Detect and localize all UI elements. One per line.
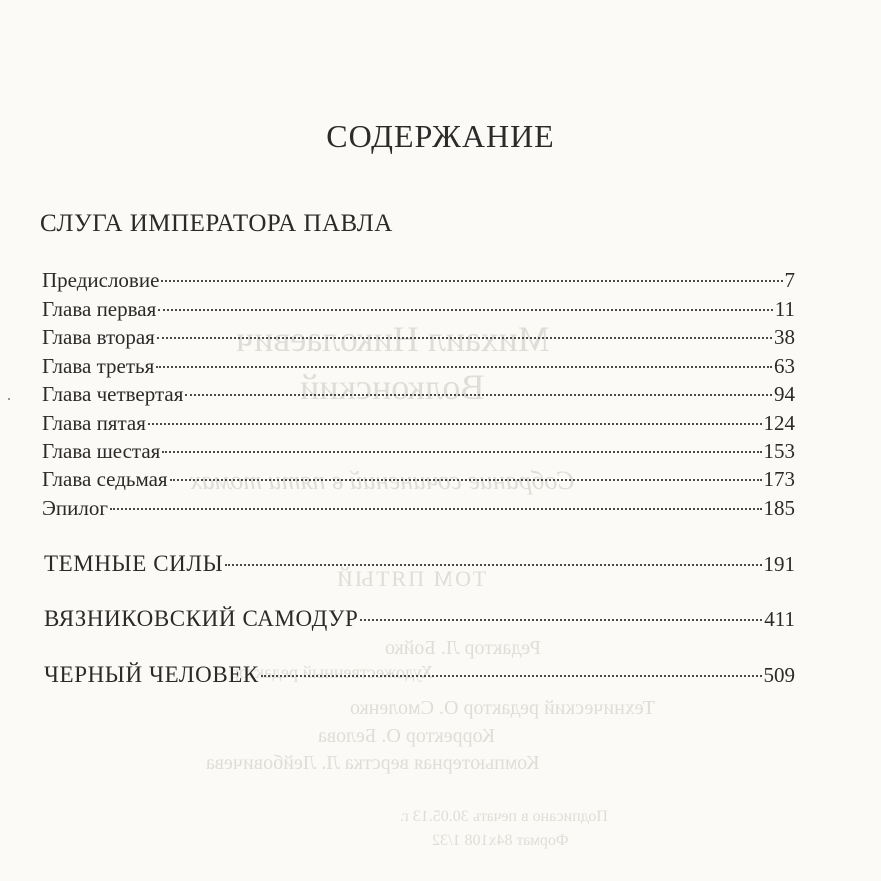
toc-work-entry[interactable]	[44, 662, 795, 692]
bleed-through-text: Корректор О. Белова	[318, 725, 495, 747]
dot-leader	[110, 508, 762, 510]
toc-entry-page: 124	[763, 411, 795, 435]
toc-entry[interactable]	[42, 268, 795, 294]
dot-leader	[156, 366, 772, 368]
bleed-through-text: Формат 84x108 1/32	[432, 832, 569, 849]
toc-entry[interactable]	[42, 467, 795, 493]
dot-leader	[225, 564, 761, 566]
toc-entry-label: Глава вторая	[42, 325, 155, 349]
toc-entry-label: Глава четвертая	[42, 382, 184, 406]
toc-work-entry[interactable]	[44, 606, 795, 636]
toc-entry-label: ЧЕРНЫЙ ЧЕЛОВЕК	[44, 662, 259, 687]
toc-entry-label: Глава третья	[42, 354, 155, 378]
bleed-through-text: Подписано в печать 30.05.13 г.	[400, 808, 608, 825]
toc-entry-page: 173	[763, 467, 795, 491]
bleed-through-text: Художественный редактор	[230, 662, 434, 682]
bleed-through-text: Технический редактор О. Смоленко	[350, 697, 655, 719]
toc-entry-page: 38	[774, 325, 795, 349]
toc-entry-page: 411	[764, 607, 795, 631]
toc-entry-label: Глава шестая	[42, 439, 161, 463]
toc-entry-page: 191	[763, 552, 795, 576]
toc-entry-label: Глава первая	[42, 297, 157, 321]
dot-leader	[158, 309, 773, 311]
bleed-through-text: Собрание сочинений в пяти томах	[190, 466, 575, 495]
page-title: СОДЕРЖАНИЕ	[326, 118, 555, 154]
toc-entry[interactable]	[42, 354, 795, 380]
toc-entry[interactable]	[42, 382, 795, 408]
toc-entry-page: 7	[784, 268, 795, 292]
bleed-through-text: Редактор Л. Бойко	[385, 637, 541, 659]
toc-entry-label: ТЕМНЫЕ СИЛЫ	[44, 551, 224, 576]
bleed-through-text: Волконский	[300, 367, 485, 407]
toc-entry[interactable]	[42, 297, 795, 323]
toc-entry[interactable]	[42, 439, 795, 465]
toc-entry[interactable]	[42, 496, 795, 522]
toc-entry-label: Эпилог	[42, 496, 108, 520]
dot-leader	[148, 423, 762, 425]
toc-entry-page: 11	[774, 297, 795, 321]
dot-leader	[162, 451, 761, 453]
toc-entry-page: 185	[763, 496, 795, 520]
toc-entry-label: Глава седьмая	[42, 467, 168, 491]
dot-leader	[185, 394, 772, 396]
toc-work-entry[interactable]	[44, 551, 795, 581]
toc-entry-page: 153	[763, 439, 795, 463]
toc-entry-label: Предисловие	[42, 268, 160, 292]
bleed-through-text: Михаил Николаевич	[236, 319, 550, 359]
bleed-through-text: Компьютерная верстка Л. Лейбовичева	[206, 752, 540, 774]
toc-entry-page: 509	[763, 663, 795, 687]
dot-leader	[157, 337, 772, 339]
toc-entry-page: 94	[774, 382, 795, 406]
bleed-through-text: ТОМ ПЯТЫЙ	[335, 566, 487, 591]
dot-leader	[360, 619, 762, 621]
toc-entry[interactable]	[42, 325, 795, 351]
toc-entry-page: 63	[774, 354, 795, 378]
dot-leader	[261, 675, 762, 677]
section-title: СЛУГА ИМПЕРАТОРА ПАВЛА	[40, 210, 393, 237]
dot-leader	[170, 479, 762, 481]
toc-entry-label: Глава пятая	[42, 411, 146, 435]
toc-entry[interactable]	[42, 411, 795, 437]
paper-speck	[8, 398, 10, 400]
toc-entry-label: ВЯЗНИКОВСКИЙ САМОДУР	[44, 606, 359, 631]
dot-leader	[161, 280, 782, 282]
